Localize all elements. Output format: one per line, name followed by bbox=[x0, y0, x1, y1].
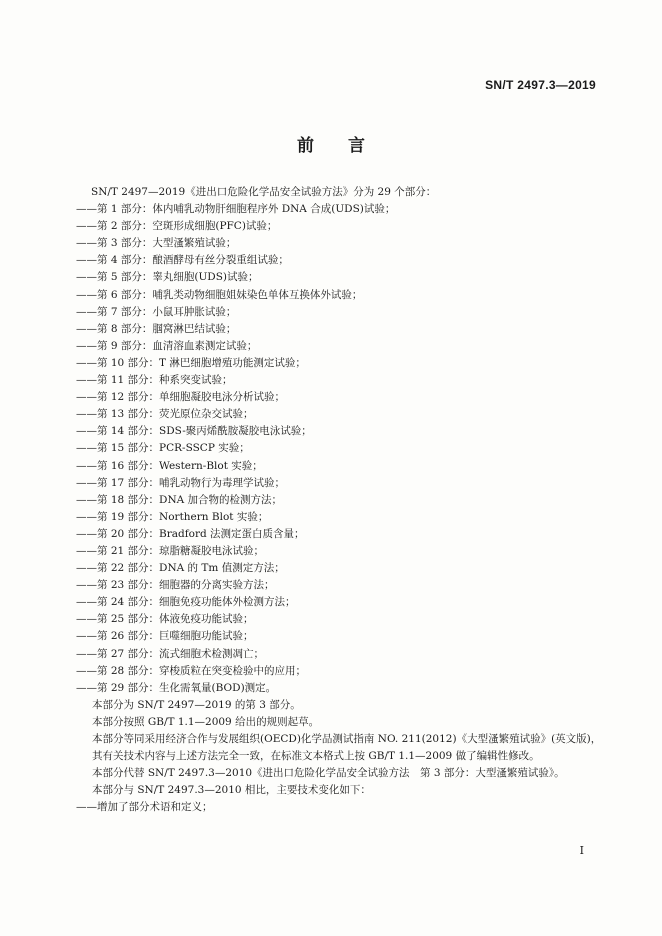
part-list-item: ——第 14 部分：SDS-聚丙烯酰胺凝胶电泳试验； bbox=[76, 425, 312, 438]
part-list-item: ——第 25 部分：体液免疫功能试验； bbox=[76, 613, 254, 626]
paragraph-drafting-rule: 本部分按照 GB/T 1.1—2009 给出的规则起草。 bbox=[92, 715, 320, 728]
page-number: I bbox=[579, 844, 584, 857]
part-list-item: ——第 8 部分：腘窝淋巴结试验； bbox=[76, 322, 237, 335]
part-list-item: ——第 26 部分：巨噬细胞功能试验； bbox=[76, 630, 254, 643]
part-list-item: ——第 18 部分：DNA 加合物的检测方法； bbox=[76, 493, 283, 506]
part-list-item: ——第 21 部分：琼脂糖凝胶电泳试验； bbox=[76, 544, 265, 557]
part-list-item: ——第 1 部分：体内哺乳动物肝细胞程序外 DNA 合成(UDS)试验； bbox=[76, 203, 396, 216]
part-list-item: ——第 27 部分：流式细胞术检测凋亡； bbox=[76, 647, 265, 660]
paragraph-adoption: 本部分等同采用经济合作与发展组织(OECD)化学品测试指南 NO. 211(2012)《大型溞繁殖试验》(英文版)，其有关技术内容与上述方法完全一致，在标准文本格式上按 GB/T 1.1—2009 做了编辑性修改。 bbox=[92, 733, 602, 763]
part-list-item: ——第 4 部分：酿酒酵母有丝分裂重组试验； bbox=[76, 254, 289, 267]
part-list-item: ——第 16 部分：Western-Blot 实验； bbox=[76, 459, 263, 472]
part-list-item: ——第 19 部分：Northern Blot 实验； bbox=[76, 510, 269, 523]
part-list-item: ——第 10 部分：T 淋巴细胞增殖功能测定试验； bbox=[76, 356, 306, 369]
part-list-item: ——第 23 部分：细胞器的分离实验方法； bbox=[76, 579, 275, 592]
part-list-item: ——第 5 部分：睾丸细胞(UDS)试验； bbox=[76, 271, 259, 284]
paragraph-changes-intro: 本部分与 SN/T 2497.3—2010 相比，主要技术变化如下： bbox=[92, 784, 371, 797]
part-list-item: ——第 7 部分：小鼠耳肿胀试验； bbox=[76, 305, 237, 318]
part-list-item: ——第 17 部分：哺乳动物行为毒理学试验； bbox=[76, 476, 286, 489]
page-title: 前言 bbox=[297, 136, 399, 156]
part-list-item: ——第 3 部分：大型溞繁殖试验； bbox=[76, 237, 237, 250]
part-list-item: ——第 28 部分：穿梭质粒在突变检验中的应用； bbox=[76, 664, 307, 677]
intro-line: SN/T 2497—2019《进出口危险化学品安全试验方法》分为 29 个部分： bbox=[91, 186, 437, 198]
part-list-item: ——第 11 部分：种系突变试验； bbox=[76, 374, 233, 387]
part-list-item: ——第 24 部分：细胞免疫功能体外检测方法； bbox=[76, 596, 296, 609]
foreword-body bbox=[76, 184, 610, 816]
part-list-item: ——第 9 部分：血清溶血素测定试验； bbox=[76, 339, 258, 352]
part-list-item: ——第 12 部分：单细胞凝胶电泳分析试验； bbox=[76, 391, 286, 404]
paragraph-replacement: 本部分代替 SN/T 2497.3—2010《进出口危险化学品安全试验方法 第 3 部分：大型溞繁殖试验》。 bbox=[92, 767, 565, 780]
change-item: ——增加了部分术语和定义； bbox=[76, 801, 213, 814]
standard-code: SN/T 2497.3—2019 bbox=[485, 78, 596, 92]
parts-list bbox=[76, 201, 610, 697]
paragraph-part-statement: 本部分为 SN/T 2497—2019 的第 3 部分。 bbox=[92, 698, 301, 711]
part-list-item: ——第 2 部分：空斑形成细胞(PFC)试验； bbox=[76, 220, 278, 233]
part-list-item: ——第 6 部分：哺乳类动物细胞姐妹染色单体互换体外试验； bbox=[76, 288, 363, 301]
part-list-item: ——第 29 部分：生化需氧量(BOD)测定。 bbox=[76, 681, 277, 694]
part-list-item: ——第 22 部分：DNA 的 Tm 值测定方法； bbox=[76, 562, 285, 575]
part-list-item: ——第 15 部分：PCR-SSCP 实验； bbox=[76, 442, 250, 455]
part-list-item: ——第 13 部分：荧光原位杂交试验； bbox=[76, 408, 254, 421]
part-list-item: ——第 20 部分：Bradford 法测定蛋白质含量； bbox=[76, 527, 305, 540]
